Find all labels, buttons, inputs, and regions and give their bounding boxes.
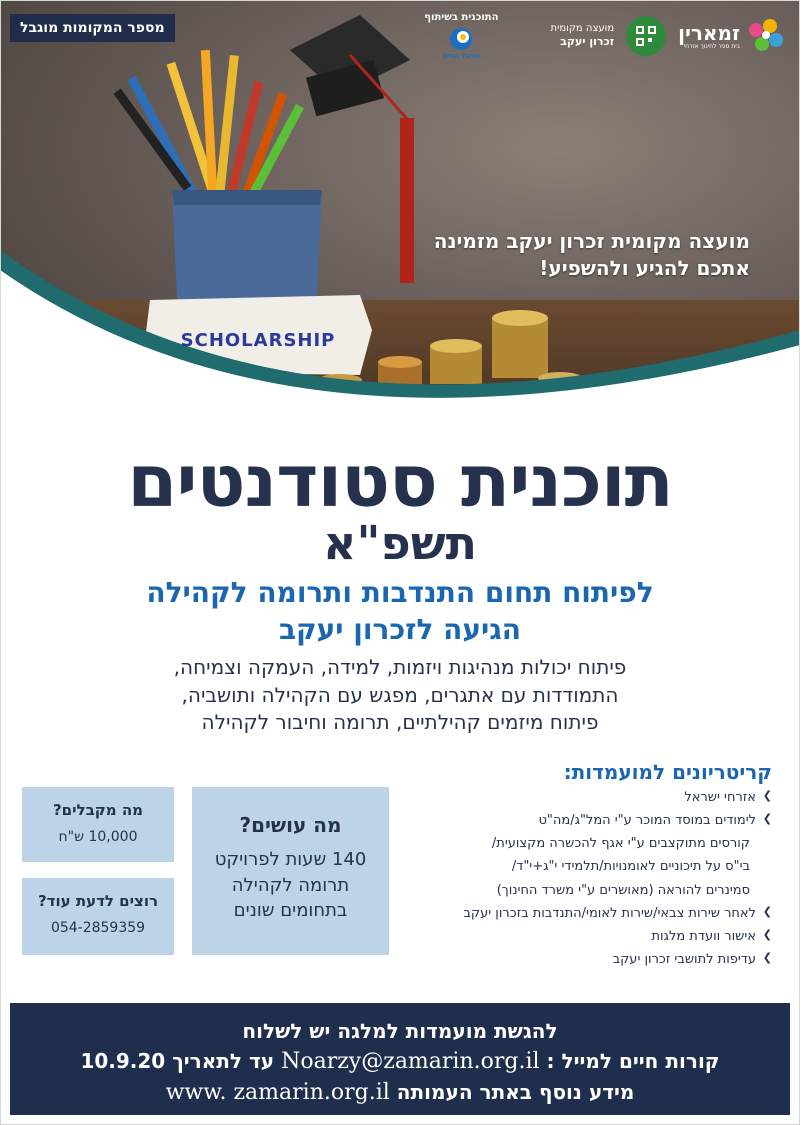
scholarship-label: SCHOLARSHIP [180, 330, 336, 351]
criteria-item: בי"ס על תיכוניים לאומנויות/תלמידי י"ג+י"ד/ [511, 859, 750, 875]
zamarin-subtitle: בית ספר לחינוך אזרחי [683, 42, 740, 50]
limited-spots-badge: מספר המקומות מוגבל [10, 14, 175, 42]
partner-label: התוכנית בשיתוף [424, 12, 499, 23]
invitation-text [370, 228, 750, 282]
criteria-item: ❯ לאחר שירות צבאי/שירות לאומי/התנדבות בזכרון יעקב [352, 902, 772, 925]
criteria-item: ❯ לימודים במוסד המוכר ע"י המל"ג/מה"ט [352, 809, 772, 832]
deadline-label: עד לתאריך [172, 1049, 275, 1073]
criteria-item: ❯ עדיפות לתושבי זכרון יעקב [352, 948, 772, 971]
hero-image [0, 0, 800, 420]
footer-apply-line: להגשת מועמדות למלגה יש לשלוח [242, 1019, 558, 1043]
criteria-item: ❯ אישור וועדת מלגות [352, 925, 772, 948]
description-line-3: פיתוח מיזמים קהילתיים, תרומה וחיבור לקהילה [201, 710, 599, 735]
invite-line-1: מועצה מקומית זכרון יעקב מזמינה [433, 229, 750, 253]
criteria-list [352, 786, 772, 971]
flower-logo-icon [744, 16, 786, 56]
program-description [40, 654, 760, 737]
logos-bar [424, 12, 786, 60]
partner-logo [424, 12, 498, 60]
invite-line-2: אתכם להגיע ולהשפיע! [539, 256, 750, 280]
more-info-box [22, 878, 174, 955]
footer-website-line [10, 1080, 790, 1105]
criteria-item: קורסים מתוקצבים ע"י אגף להכשרה מקצועית/ [491, 836, 750, 852]
more-info-label: מידע נוסף באתר העמותה [396, 1080, 635, 1104]
page-title: תוכנית סטודנטים [127, 439, 673, 523]
cv-label: קורות חיים [618, 1049, 720, 1073]
tagline-line-2: הגיעה לזכרון יעקב [278, 613, 522, 646]
email-link[interactable]: Noarzy@zamarin.org.il [281, 1049, 540, 1074]
what-we-do-title: מה עושים? [239, 813, 342, 837]
hero-illustration [0, 0, 800, 420]
footer-banner [10, 1003, 790, 1115]
criteria-item: סמינרים להוראה (מאושרים ע"י משרד החינוך) [496, 882, 750, 898]
description-line-1: פיתוח יכולות מנהיגות ויזמות, למידה, העמקה וצמיחה, [173, 655, 627, 679]
what-you-get-box [22, 787, 174, 862]
partner-name: מפעל הפיס [442, 52, 481, 60]
what-we-do-line-2: תרומה לקהילה [231, 874, 350, 896]
year-subtitle: תשפ"א [322, 516, 477, 570]
what-we-do-box [192, 787, 389, 955]
tagline-line-1: לפיתוח תחום התנדבות ותרומה לקהילה [146, 576, 654, 609]
zamarin-name: זמארין [678, 20, 740, 45]
pais-logo-icon [448, 26, 474, 52]
council-emblem-icon [626, 16, 666, 56]
website-link[interactable]: www. zamarin.org.il [165, 1080, 390, 1105]
phone-number[interactable]: 054-2859359 [50, 920, 146, 936]
council-line-1: מועצה מקומית [550, 23, 615, 35]
pencils-icon [113, 50, 303, 200]
what-you-get-title: מה מקבלים? [52, 801, 144, 819]
council-line-2: זכרון יעקב [560, 35, 615, 49]
scholarship-amount: 10,000 ש"ח [58, 829, 138, 845]
council-logo-text [551, 23, 615, 49]
what-we-do-line-3: בתחומים שונים [233, 900, 348, 922]
description-line-2: התמודדות עם אתגרים, מפגש עם הקהילה ותושביה, [181, 682, 619, 707]
zamarin-logo [678, 16, 786, 56]
what-we-do-line-1: 140 שעות לפרויקט [214, 849, 367, 870]
footer-contact-line [10, 1049, 790, 1074]
deadline-date: 10.9.20 [80, 1049, 166, 1073]
criteria-item: ❯ אזרחי ישראל [352, 786, 772, 809]
to-mail-label: למייל : [546, 1049, 612, 1073]
criteria-heading: קריטריונים למועמדות: [563, 760, 772, 784]
more-info-title: רוצים לדעת עוד? [37, 892, 159, 910]
